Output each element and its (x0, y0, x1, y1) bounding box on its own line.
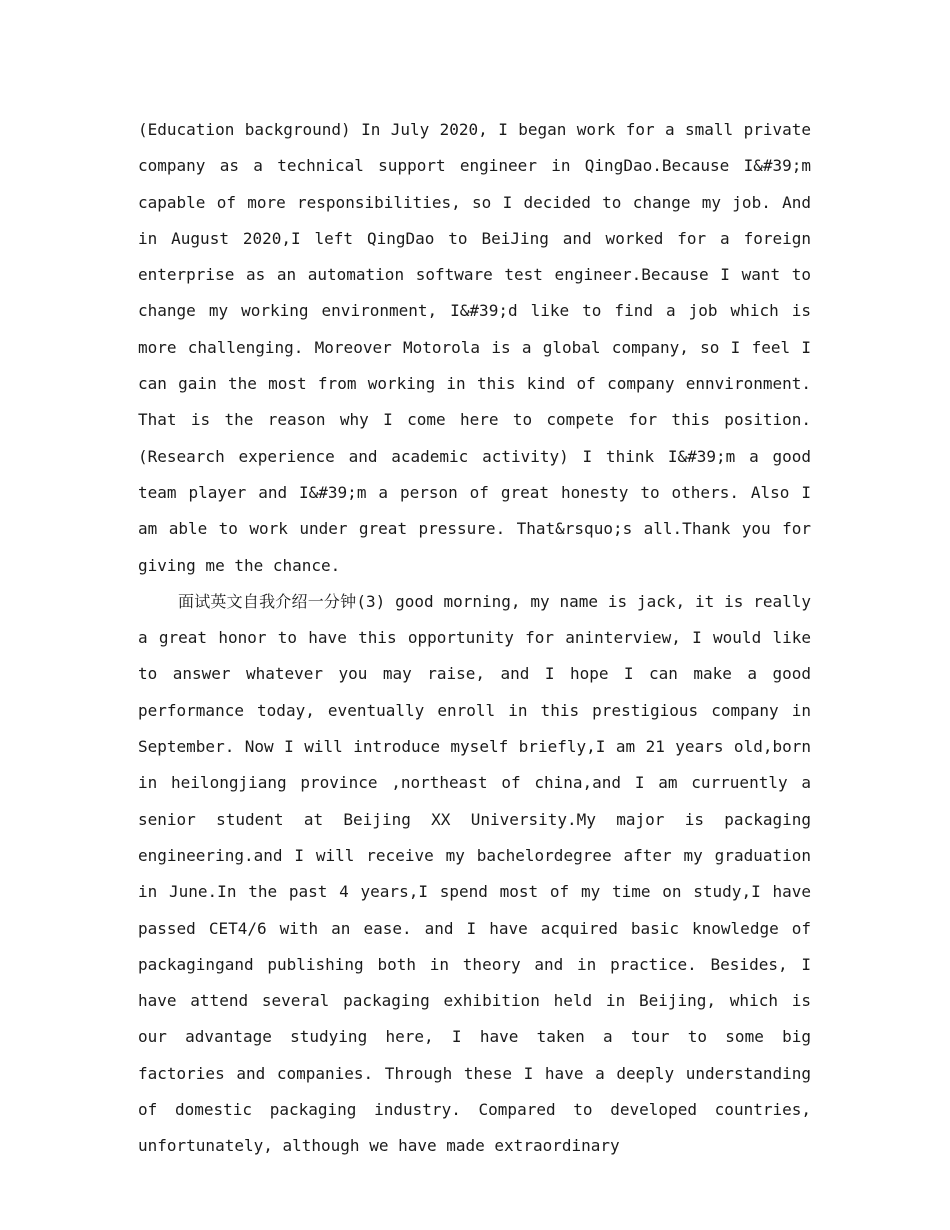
document-body (138, 112, 811, 1165)
paragraph-education-background: (Education background) In July 2020, I began work for a small private company as a technical support engineer in QingDao.Because I&#39;m capable of more responsibilities, so I decided to change my job. And in August 2020,I left QingDao to BeiJing and worked for a foreign enterprise as an automation software test engineer.Because I want to change my working environment, I&#39;d like to find a job which is more challenging. Moreover Motorola is a global company, so I feel I can gain the most from working in this kind of company ennvironment. That is the reason why I come here to compete for this position.(Research experience and academic activity) I think I&#39;m a good team player and I&#39;m a person of great honesty to others. Also I am able to work under great pressure. That&rsquo;s all.Thank you for giving me the chance. (138, 120, 811, 575)
paragraph-self-introduction-3: 面试英文自我介绍一分钟(3) good morning, my name is jack, it is really a great honor to have this opportunity for aninterview, I would like to answer whatever you may raise, and I hope I can make a good performance today, eventually enroll in this prestigious company in September. Now I will introduce myself briefly,I am 21 years old,born in heilongjiang province ,northeast of china,and I am curruently a senior student at Beijing XX University.My major is packaging engineering.and I will receive my bachelordegree after my graduation in June.In the past 4 years,I spend most of my time on study,I have passed CET4/6 with an ease. and I have acquired basic knowledge of packagingand publishing both in theory and in practice. Besides, I have attend several packaging exhibition held in Beijing, which is our advantage studying here, I have taken a tour to some big factories and companies. Through these I have a deeply understanding of domestic packaging industry. Compared to developed countries, unfortunately, although we have made extraordinary (138, 591, 811, 1156)
